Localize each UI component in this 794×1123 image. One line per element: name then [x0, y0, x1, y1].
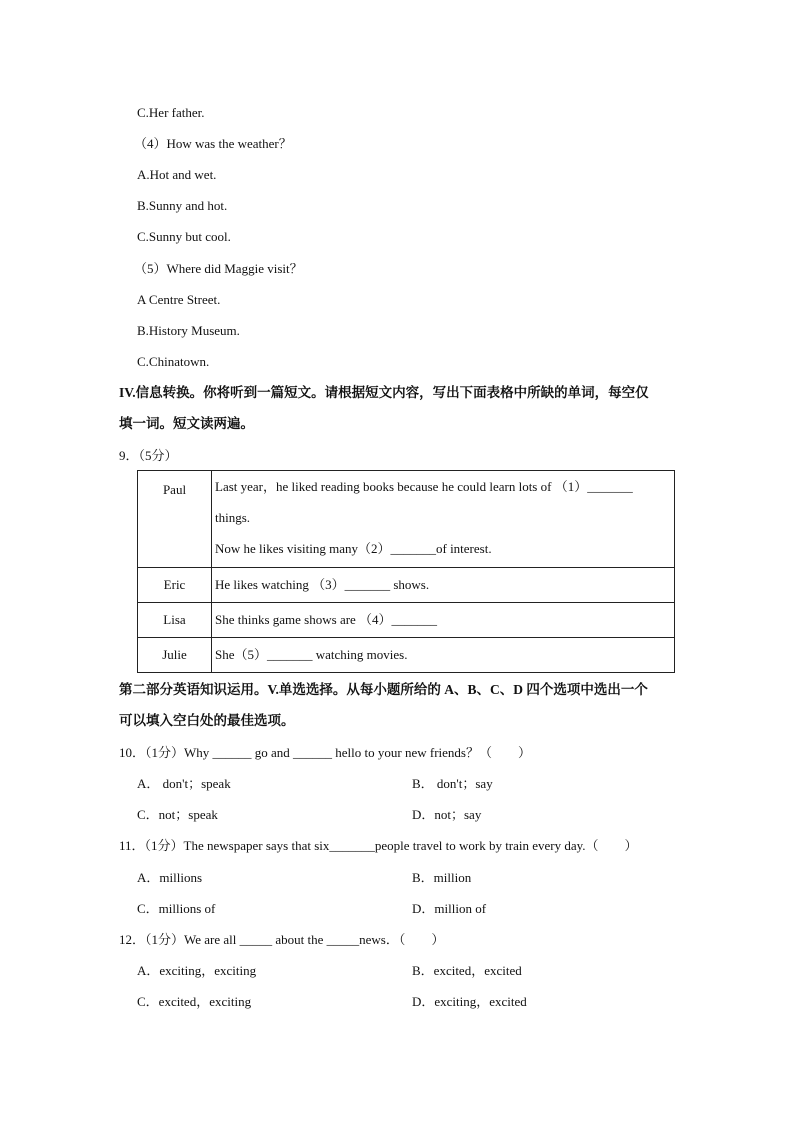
- part2-heading-line2: 可以填入空白处的最佳选项。: [119, 713, 295, 728]
- table-name-paul: Paul: [162, 482, 187, 497]
- question-12-option-d[interactable]: D．exciting，excited: [412, 994, 527, 1009]
- question-12-option-a[interactable]: A．exciting，exciting: [137, 963, 257, 978]
- question-10-option-b[interactable]: B． don't；say: [412, 776, 493, 791]
- question-11-option-b[interactable]: B．million: [412, 870, 472, 885]
- section4-heading-line1: IV.信息转换。你将听到一篇短文。请根据短文内容，写出下面表格中所缺的单词，每空仅: [119, 385, 649, 400]
- table-row-paul: [138, 471, 675, 568]
- section4-heading-line2: 填一词。短文读两遍。: [119, 416, 254, 431]
- q8-sub5-question: （5）Where did Maggie visit？: [134, 261, 303, 276]
- table-row-julie: [138, 638, 675, 673]
- question-12-option-b[interactable]: B．excited，excited: [412, 963, 522, 978]
- q8-sub5-option-c: C.Chinatown.: [137, 354, 210, 369]
- table-text-lisa: She thinks game shows are （4）_______: [215, 612, 438, 627]
- info-table: [137, 470, 675, 673]
- q8-sub4-option-c: C.Sunny but cool.: [137, 229, 231, 244]
- question-11-option-d[interactable]: D．million of: [412, 901, 487, 916]
- table-text-paul-line2: things.: [215, 510, 251, 525]
- question-10-stem: 10．（1分）Why ______ go and ______ hello to your new friends？（ ）: [119, 745, 531, 760]
- table-text-paul-line3: Now he likes visiting many（2）_______of interest.: [215, 541, 492, 556]
- question-12-option-c[interactable]: C．excited，exciting: [137, 994, 252, 1009]
- table-row-eric: [138, 568, 675, 603]
- question-11-option-c[interactable]: C．millions of: [137, 901, 216, 916]
- q8-sub4-question: （4）How was the weather？: [134, 136, 292, 151]
- q8-sub5-option-a: A Centre Street.: [137, 292, 221, 307]
- question-11-stem: 11．（1分）The newspaper says that six_______people travel to work by train every day.（ ）: [119, 838, 638, 853]
- q8-sub5-option-b: B.History Museum.: [137, 323, 240, 338]
- q8-sub4-option-b: B.Sunny and hot.: [137, 198, 228, 213]
- question-12-stem: 12．（1分）We are all _____ about the _____news．（ ）: [119, 932, 445, 947]
- question-10-option-a[interactable]: A． don't；speak: [137, 776, 231, 791]
- table-text-paul-line1: Last year，he liked reading books because he could learn lots of （1）_______: [215, 479, 633, 494]
- table-text-julie: She（5）_______ watching movies.: [215, 647, 408, 662]
- question-11-option-a[interactable]: A．millions: [137, 870, 203, 885]
- question-9-label: 9．（5分）: [119, 448, 178, 463]
- q8-sub4-option-a: A.Hot and wet.: [137, 167, 217, 182]
- table-name-lisa: Lisa: [163, 612, 186, 627]
- q8-option-c3: C.Her father.: [137, 105, 205, 120]
- part2-heading-line1: 第二部分英语知识运用。V.单选选择。从每小题所给的 A、B、C、D 四个选项中选出一个: [119, 682, 648, 697]
- question-10-option-c[interactable]: C．not；speak: [137, 807, 218, 822]
- table-text-eric: He likes watching （3）_______ shows.: [215, 577, 430, 592]
- table-name-julie: Julie: [162, 647, 187, 662]
- table-name-eric: Eric: [163, 577, 186, 592]
- table-row-lisa: [138, 603, 675, 638]
- question-10-option-d[interactable]: D．not；say: [412, 807, 482, 822]
